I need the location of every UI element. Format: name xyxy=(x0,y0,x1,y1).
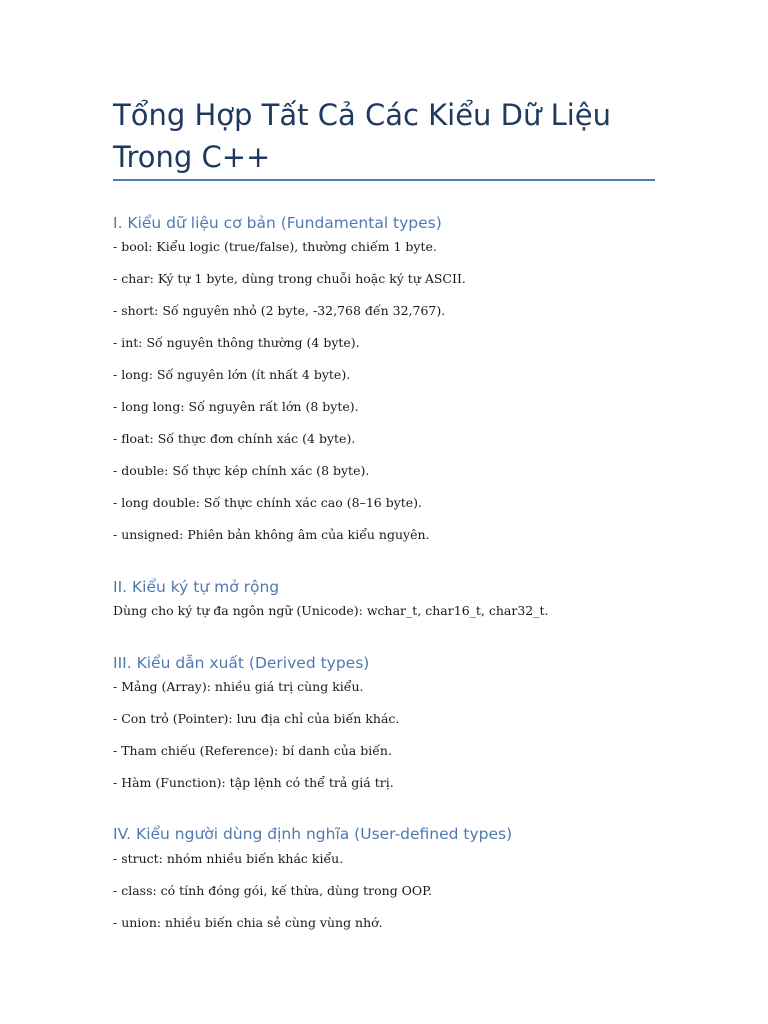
list-item: - long long: Số nguyên rất lớn (8 byte). xyxy=(113,399,359,414)
page-title: Tổng Hợp Tất Cả Các Kiểu Dữ Liệu Trong C++ xyxy=(113,98,612,174)
list-item: - bool: Kiểu logic (true/false), thường chiếm 1 byte. xyxy=(113,239,437,254)
list-item: - struct: nhóm nhiều biến khác kiểu. xyxy=(113,851,344,866)
list-item: - long: Số nguyên lớn (ít nhất 4 byte). xyxy=(113,367,351,382)
list-item: - Tham chiếu (Reference): bí danh của biến. xyxy=(113,743,392,758)
section-heading-extended-char: II. Kiểu ký tự mở rộng xyxy=(113,578,280,596)
paragraph: Dùng cho ký tự đa ngôn ngữ (Unicode): wchar_t, char16_t, char32_t. xyxy=(113,603,549,618)
list-item: - long double: Số thực chính xác cao (8–16 byte). xyxy=(113,495,423,510)
list-item: - Mảng (Array): nhiều giá trị cùng kiểu. xyxy=(113,679,364,694)
list-item: - int: Số nguyên thông thường (4 byte). xyxy=(113,335,360,350)
list-item: - short: Số nguyên nhỏ (2 byte, -32,768 đến 32,767). xyxy=(113,303,446,318)
section-heading-derived: III. Kiểu dẫn xuất (Derived types) xyxy=(113,654,370,672)
list-item: - unsigned: Phiên bản không âm của kiểu nguyên. xyxy=(113,527,430,542)
section-heading-user-defined: IV. Kiểu người dùng định nghĩa (User-defined types) xyxy=(113,825,513,843)
list-item: - class: có tính đóng gói, kế thừa, dùng trong OOP. xyxy=(113,883,433,898)
list-item: - float: Số thực đơn chính xác (4 byte). xyxy=(113,431,356,446)
section-heading-fundamental: I. Kiểu dữ liệu cơ bản (Fundamental types) xyxy=(113,214,442,232)
list-item: - Hàm (Function): tập lệnh có thể trả giá trị. xyxy=(113,775,394,790)
list-item: - union: nhiều biến chia sẻ cùng vùng nhớ. xyxy=(113,915,383,930)
list-item: - Con trỏ (Pointer): lưu địa chỉ của biến khác. xyxy=(113,711,400,726)
title-divider xyxy=(113,179,655,181)
list-item: - char: Ký tự 1 byte, dùng trong chuỗi hoặc ký tự ASCII. xyxy=(113,271,466,286)
list-item: - double: Số thực kép chính xác (8 byte). xyxy=(113,463,370,478)
